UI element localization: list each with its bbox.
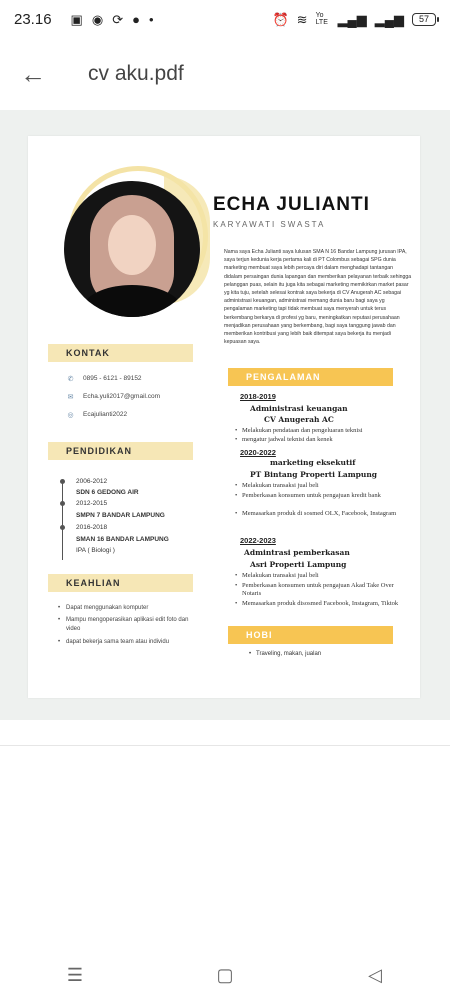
- edu-years: 2006-2012: [76, 478, 108, 485]
- timeline-dot: [60, 525, 65, 530]
- exp-company: PT Bintang Properti Lampung: [250, 470, 378, 479]
- system-nav-bar: [0, 950, 450, 1000]
- exp-bullet: • Memasarkan produk di sosmed OLX, Facebook, Instagram: [242, 510, 407, 518]
- recents-button[interactable]: [60, 965, 90, 985]
- instagram-icon: ◎: [67, 411, 74, 419]
- exp-bullet: • Melakukan transaksi jual beli: [242, 572, 407, 580]
- skill-item: • Mampu mengoperasikan aplikasi edit foto dan video: [66, 616, 196, 634]
- cv-about: Nama saya Echa Julianti saya lulusan SMA N 16 Bandar Lampung jurusan IPA, saya terjun kedunia kerja pertama kali di PT Colombus sebagai SPG dunia marketing membuat saya lebih percaya diri dalam menghadapi tantangan didalam persaingan dunia lapangan dan memberikan pelayanan terbaik sehingga pelanggan puas, selain itu juga kita sebagai marketing memikirkan market pasar yg kita tuju, setelah selesai kontrak saya bekerja di CV Anugerah AC sebagai administrasi keuangan, administrasi memang dunia baru bagi saya yg pengalaman marketing tapi tidak membuat saya menyerah untuk terus berkembang berkarya di profesi yg baru, meningkatkan reputasi perusahaan menjadikan perusahaan yang berkembang, bagi saya tanggung jawab dan memberikan kontribusi yang lebih baik ditempat saya bekerja itu menjadi kepuasan saya.: [224, 249, 412, 346]
- notification-icon: ▣: [70, 11, 83, 27]
- exp-title: Admintrasi pemberkasan: [244, 548, 350, 557]
- edu-school: SMAN 16 BANDAR LAMPUNG: [76, 536, 169, 543]
- mail-icon: ✉: [67, 393, 74, 401]
- record-icon: ◉: [91, 11, 104, 27]
- status-bar: [0, 0, 450, 38]
- contact-phone: ✆ 0895 - 6121 - 89152: [67, 375, 142, 383]
- section-keahlian: KEAHLIAN: [48, 574, 193, 592]
- edu-note: IPA ( Biologi ): [76, 547, 115, 554]
- wifi-icon: ≋: [296, 11, 308, 27]
- back-nav-button[interactable]: [360, 965, 390, 985]
- exp-company: CV Anugerah AC: [264, 415, 334, 424]
- exp-bullet: • Melakukan transaksi jual beli: [242, 482, 407, 490]
- exp-bullet: • Pemberkasan konsumen untuk pengajuan Akad Take Over Notaris: [242, 582, 407, 598]
- back-button[interactable]: [20, 59, 60, 90]
- alarm-icon: ⏰: [272, 11, 289, 27]
- home-button[interactable]: [210, 965, 240, 985]
- status-time: 23.16: [14, 10, 52, 28]
- timeline-dot: [60, 501, 65, 506]
- cv-role: KARYAWATI SWASTA: [213, 220, 326, 229]
- section-hobi: HOBI: [228, 626, 393, 644]
- dot-icon: •: [148, 11, 154, 27]
- section-pengalaman: PENGALAMAN: [228, 368, 393, 386]
- home-square-icon: ▢: [216, 964, 234, 985]
- pdf-viewer[interactable]: [0, 110, 450, 720]
- contact-email: ✉ Echa.yuli2017@gmail.com: [67, 393, 161, 401]
- arrow-left-icon: ←: [20, 58, 46, 89]
- phone-icon: ✆: [67, 375, 74, 383]
- exp-company: Asri Properti Lampung: [250, 560, 347, 569]
- edu-school: SMPN 7 BANDAR LAMPUNG: [76, 512, 165, 519]
- exp-title: marketing eksekutif: [270, 458, 356, 467]
- section-kontak: KONTAK: [48, 344, 193, 362]
- pdf-page[interactable]: [28, 136, 420, 698]
- battery-icon: 57: [412, 13, 436, 26]
- signal2-icon: ▂▄▆: [374, 11, 404, 27]
- contact-instagram: ◎ Ecajulianti2022: [67, 411, 128, 419]
- exp-bullet: • Pemberkasan konsumen untuk pengajuan kredit bank: [242, 492, 407, 500]
- content-divider: [0, 745, 450, 746]
- edu-years: 2016-2018: [76, 524, 108, 531]
- skill-item: • dapat bekerja sama team atau individu: [66, 638, 196, 647]
- exp-years: 2020-2022: [240, 448, 276, 457]
- app-bar: [0, 38, 450, 110]
- timeline-dot: [60, 479, 65, 484]
- app-icon: ●: [132, 11, 140, 27]
- triangle-back-icon: ◁: [368, 964, 382, 985]
- section-pendidikan: PENDIDIKAN: [48, 442, 193, 460]
- hobi-item: • Traveling, makan, jualan: [256, 650, 420, 658]
- skill-item: • Dapat menggunakan komputer: [66, 604, 196, 613]
- edu-years: 2012-2015: [76, 500, 108, 507]
- profile-photo: [64, 181, 200, 317]
- exp-years: 2022-2023: [240, 536, 276, 545]
- edu-timeline: [62, 480, 63, 560]
- exp-title: Administrasi keuangan: [250, 404, 348, 413]
- exp-years: 2018-2019: [240, 392, 276, 401]
- sync-icon: ⟳: [112, 11, 124, 27]
- exp-bullet: • mengatur jadwal teknisi dan kenek: [242, 436, 407, 444]
- exp-bullet: • Memasarkan produk disosmed Facebook, Instagram, Tiktok: [242, 600, 407, 608]
- exp-bullet: • Melakukan pendataan dan pengeluaran teknisi: [242, 427, 407, 435]
- edu-school: SDN 6 GEDONG AIR: [76, 489, 139, 496]
- network-label: Yo LTE: [315, 12, 328, 26]
- signal-icon: ▂▄▆: [337, 11, 367, 27]
- file-title: cv aku.pdf: [88, 62, 184, 85]
- cv-name: ECHA JULIANTI: [213, 194, 370, 215]
- menu-lines-icon: ☰: [66, 964, 84, 985]
